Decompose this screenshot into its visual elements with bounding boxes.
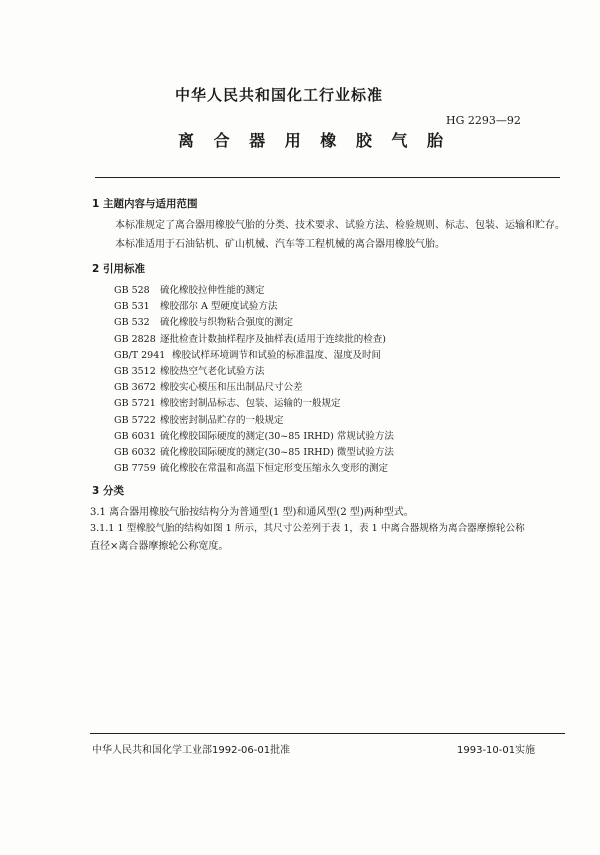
reference-title: 硫化橡胶国际硬度的测定(30~85 IRHD) 常规试验方法	[160, 430, 394, 442]
reference-title: 逐批检查计数抽样程序及抽样表(适用于连续批的检查)	[160, 333, 386, 345]
document-title: 离 合 器 用 橡 胶 气 胎	[178, 131, 450, 150]
footer-divider	[90, 733, 565, 734]
reference-code: GB 7759	[114, 463, 156, 475]
reference-title: 橡胶密封制品标志、包装、运输的一般规定	[160, 398, 341, 410]
standard-code: HG 2293—92	[446, 114, 521, 127]
reference-title: 硫化橡胶国际硬度的测定(30~85 IRHD) 微型试验方法	[160, 447, 394, 458]
reference-title: 橡胶密封制品贮存的一般规定	[160, 414, 284, 426]
reference-item	[114, 298, 277, 312]
implementation-date: 1993-10-01实施	[457, 745, 536, 756]
section-2-heading: 2 引用标准	[92, 263, 145, 275]
paragraph: 3.1.1 1 型橡胶气胎的结构如图 1 所示，其尺寸公差列于表 1，表 1 中离合器规格为离合器摩擦轮公称	[90, 523, 525, 534]
reference-code: GB 3672	[114, 382, 156, 394]
paragraph: 直径×离合器摩擦轮公称宽度。	[90, 541, 229, 552]
reference-title: 橡胶试样环境调节和试验的标准温度、湿度及时间	[172, 349, 382, 361]
reference-title: 硫化橡胶拉伸性能的测定	[160, 285, 265, 296]
reference-item	[114, 314, 293, 328]
reference-item	[114, 460, 388, 474]
approval-date: 中华人民共和国化学工业部1992-06-01批准	[92, 745, 291, 756]
reference-code: GB 6031	[114, 430, 156, 442]
reference-code: GB 531	[114, 301, 150, 313]
reference-item	[114, 331, 386, 345]
reference-title: 橡胶实心模压和压出制品尺寸公差	[160, 382, 303, 394]
reference-code: GB 5721	[114, 398, 156, 410]
reference-code: GB 3512	[114, 366, 156, 377]
reference-title: 硫化橡胶与织物粘合强度的测定	[160, 317, 294, 329]
header-divider	[95, 177, 560, 178]
paragraph: 3.1 离合器用橡胶气胎按结构分为普通型(1 型)和通风型(2 型)两种型式。	[90, 507, 414, 518]
reference-code: GB 532	[114, 317, 150, 329]
reference-title: 橡胶热空气老化试验方法	[160, 366, 265, 377]
reference-code: GB 528	[114, 285, 150, 296]
paragraph: 本标准适用于石油钻机、矿山机械、汽车等工程机械的离合器用橡胶气胎。	[115, 239, 445, 250]
reference-code: GB 5722	[114, 414, 156, 426]
org-standard-heading: 中华人民共和国化工行业标准	[175, 86, 384, 104]
reference-title: 硫化橡胶在常温和高温下恒定形变压缩永久变形的测定	[160, 463, 389, 475]
paragraph: 本标准规定了离合器用橡胶气胎的分类、技术要求、试验方法、检验规则、标志、包装、运输和贮存。	[115, 220, 565, 231]
reference-code: GB 6032	[114, 447, 156, 458]
reference-item	[114, 444, 394, 458]
reference-item	[114, 363, 265, 377]
reference-item	[114, 379, 303, 393]
section-1-heading: 1 主题内容与适用范围	[92, 198, 198, 210]
section-3-heading: 3 分类	[92, 485, 124, 497]
reference-code: GB 2828	[114, 333, 156, 345]
reference-item	[114, 347, 381, 361]
reference-item	[114, 412, 284, 426]
reference-item	[114, 282, 265, 296]
reference-title: 橡胶邵尔 A 型硬度试验方法	[160, 301, 278, 313]
reference-code: GB/T 2941	[114, 349, 166, 361]
reference-item	[114, 428, 394, 442]
reference-item	[114, 395, 341, 409]
